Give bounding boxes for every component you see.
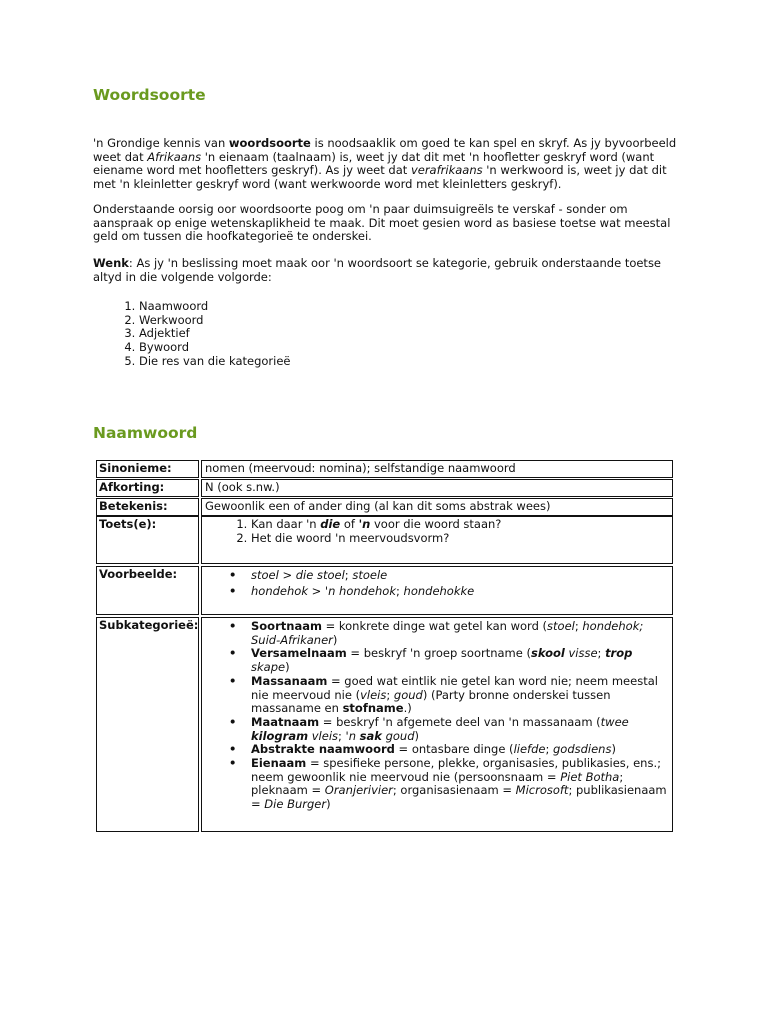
- italic-text: vleis: [360, 687, 387, 702]
- text: ) (Party bronne onderskei tussen massaname en: [251, 687, 611, 716]
- text: ;: [338, 728, 346, 743]
- term: Massanaam: [251, 673, 328, 688]
- italic-text: stoel: [547, 619, 575, 633]
- text: ; publikasienaam =: [251, 783, 667, 812]
- tests-list: [205, 518, 669, 545]
- text: ): [611, 742, 616, 757]
- italic-text: hondehokke: [403, 583, 475, 598]
- bold-italic-text: kilogram: [251, 728, 309, 743]
- text: Kan daar 'n: [251, 517, 321, 531]
- tip-label: Wenk: [93, 256, 129, 270]
- text: ;: [574, 619, 583, 633]
- text: ;: [545, 742, 553, 757]
- tip-text: : As jy 'n beslissing moet maak oor 'n woordsoort se kategorie, gebruik onderstaande toetse altyd in die volgende volgorde:: [93, 256, 662, 284]
- list-item: [251, 743, 669, 757]
- text: = goed wat eintlik nie getel kan word nie; neem meestal nie meervoud nie (: [251, 673, 658, 702]
- text: ; organisasienaam =: [392, 783, 516, 798]
- text: .): [403, 701, 412, 716]
- intro-paragraph-2: Onderstaande oorsig oor woordsoorte poog om 'n paar duimsuigreëls te verskaf - sonder om aanspraak op enige wetenskaplikheid te maak. Dit moet gesien word as basiese toetse wat meestal geld om tussen die hoofkategorieë te onderskei.: [93, 202, 671, 244]
- term: Eienaam: [251, 756, 307, 771]
- table-row: [96, 617, 673, 832]
- table-row: [96, 479, 673, 497]
- text: ;: [386, 687, 394, 702]
- row-value: [201, 617, 673, 832]
- text: ;: [344, 568, 353, 582]
- italic-text: vleis: [308, 728, 339, 743]
- italic-text: Oranjerivier: [324, 783, 393, 798]
- row-label: Toets(e):: [96, 516, 199, 564]
- list-item: [251, 675, 669, 716]
- list-item: [251, 647, 669, 674]
- italic-text: goud: [393, 687, 423, 702]
- term: Abstrakte naamwoord: [251, 742, 395, 757]
- italic-text: hondehok; Suid-Afrikaner: [251, 619, 644, 647]
- text: ): [414, 728, 420, 743]
- bold-text: stofname: [342, 701, 404, 716]
- bold-text: woordsoorte: [228, 136, 311, 150]
- list-item: 2. Werkwoord: [139, 314, 679, 328]
- list-item: [251, 518, 669, 532]
- text: = ontasbare dinge (: [394, 742, 514, 757]
- bold-italic-text: die: [320, 517, 341, 531]
- row-value: N (ook s.nw.): [201, 479, 673, 497]
- row-label: Subkategorieë:: [96, 617, 199, 832]
- list-item: [251, 716, 669, 743]
- text: ): [332, 632, 338, 647]
- text: of: [340, 517, 359, 531]
- category-order-list: [93, 300, 679, 369]
- table-row: [96, 566, 673, 615]
- row-value: Gewoonlik een of ander ding (al kan dit soms abstrak wees): [201, 498, 673, 516]
- subcategory-list: [205, 620, 669, 812]
- list-item: [251, 620, 669, 647]
- italic-text: stoel > die stoel: [251, 568, 345, 582]
- row-label: Afkorting:: [96, 479, 199, 497]
- row-label: Betekenis:: [96, 498, 199, 516]
- text: 'n werkwoord is, weet jy dat dit met 'n kleinletter geskryf word (want werkwoorde word met kleinletters geskryf).: [93, 163, 667, 192]
- italic-text: godsdiens: [552, 742, 612, 757]
- italic-text: Die Burger: [264, 797, 327, 812]
- table-row: [96, 516, 673, 564]
- text: ;: [597, 646, 606, 661]
- list-item: 1. Naamwoord: [139, 300, 679, 314]
- intro-paragraph-1: [93, 137, 678, 192]
- text: voor die woord staan?: [370, 517, 502, 531]
- heading-naamwoord: Naamwoord: [93, 424, 198, 442]
- row-value: [201, 566, 673, 615]
- bold-italic-text: trop: [605, 646, 633, 661]
- bold-italic-text: skool: [530, 646, 565, 661]
- italic-text: Microsoft: [515, 783, 569, 798]
- text: ): [285, 660, 290, 675]
- text: 'n Grondige kennis van: [93, 136, 229, 150]
- italic-text: skape: [251, 660, 286, 675]
- row-label: Sinonieme:: [96, 460, 199, 478]
- text: = beskryf 'n groep soortname (: [346, 646, 531, 661]
- italic-text: liefde: [513, 742, 546, 757]
- bold-italic-text: 'n: [358, 517, 371, 531]
- term: Versamelnaam: [251, 646, 347, 661]
- bold-italic-text: sak: [359, 728, 382, 743]
- italic-text: visse: [564, 646, 598, 661]
- text: = konkrete dinge wat getel kan word (: [321, 619, 548, 633]
- heading-woordsoorte: Woordsoorte: [93, 86, 206, 104]
- text: = beskryf 'n afgemete deel van 'n massanaam (: [319, 714, 601, 729]
- examples-list: [205, 569, 669, 598]
- list-item: [251, 569, 669, 583]
- text: ;: [396, 583, 404, 598]
- italic-text: 'n: [345, 728, 360, 743]
- list-item: 4. Bywoord: [139, 341, 679, 355]
- row-value: [201, 516, 673, 564]
- italic-text: stoele: [352, 568, 388, 582]
- term: Soortnaam: [251, 619, 322, 633]
- italic-text: hondehok > 'n hondehok: [251, 583, 396, 598]
- list-item: [251, 757, 669, 812]
- italic-text: Piet Botha: [560, 769, 620, 784]
- table-row: [96, 460, 673, 478]
- list-item: [251, 585, 669, 599]
- row-label: Voorbeelde:: [96, 566, 199, 615]
- text: is noodsaaklik om goed te kan spel en skryf. As jy byvoorbeeld weet dat: [93, 136, 677, 164]
- italic-text: verafrikaans: [410, 163, 483, 178]
- table-row: [96, 498, 673, 516]
- term: Maatnaam: [251, 714, 320, 729]
- italic-text: Afrikaans: [147, 149, 202, 164]
- list-item: 3. Adjektief: [139, 327, 679, 341]
- list-item: 2. Het die woord 'n meervoudsvorm?: [251, 532, 669, 546]
- italic-text: goud: [381, 728, 415, 743]
- text: ; pleknaam =: [251, 769, 624, 798]
- tip-paragraph: [93, 257, 678, 284]
- text: ): [326, 797, 331, 812]
- italic-text: twee: [600, 714, 629, 729]
- text: = spesifieke persone, plekke, organisasies, publikasies, ens.; neem gewoonlik nie meervoud nie (persoonsnaam =: [251, 756, 661, 784]
- text: 'n eienaam (taalnaam) is, weet jy dat dit met 'n hoofletter geskryf word (want eiename word met hoofletters geskryf). As jy weet dat: [93, 149, 655, 178]
- row-value: nomen (meervoud: nomina); selfstandige naamwoord: [201, 460, 673, 478]
- list-item: 5. Die res van die kategorieë: [139, 355, 679, 369]
